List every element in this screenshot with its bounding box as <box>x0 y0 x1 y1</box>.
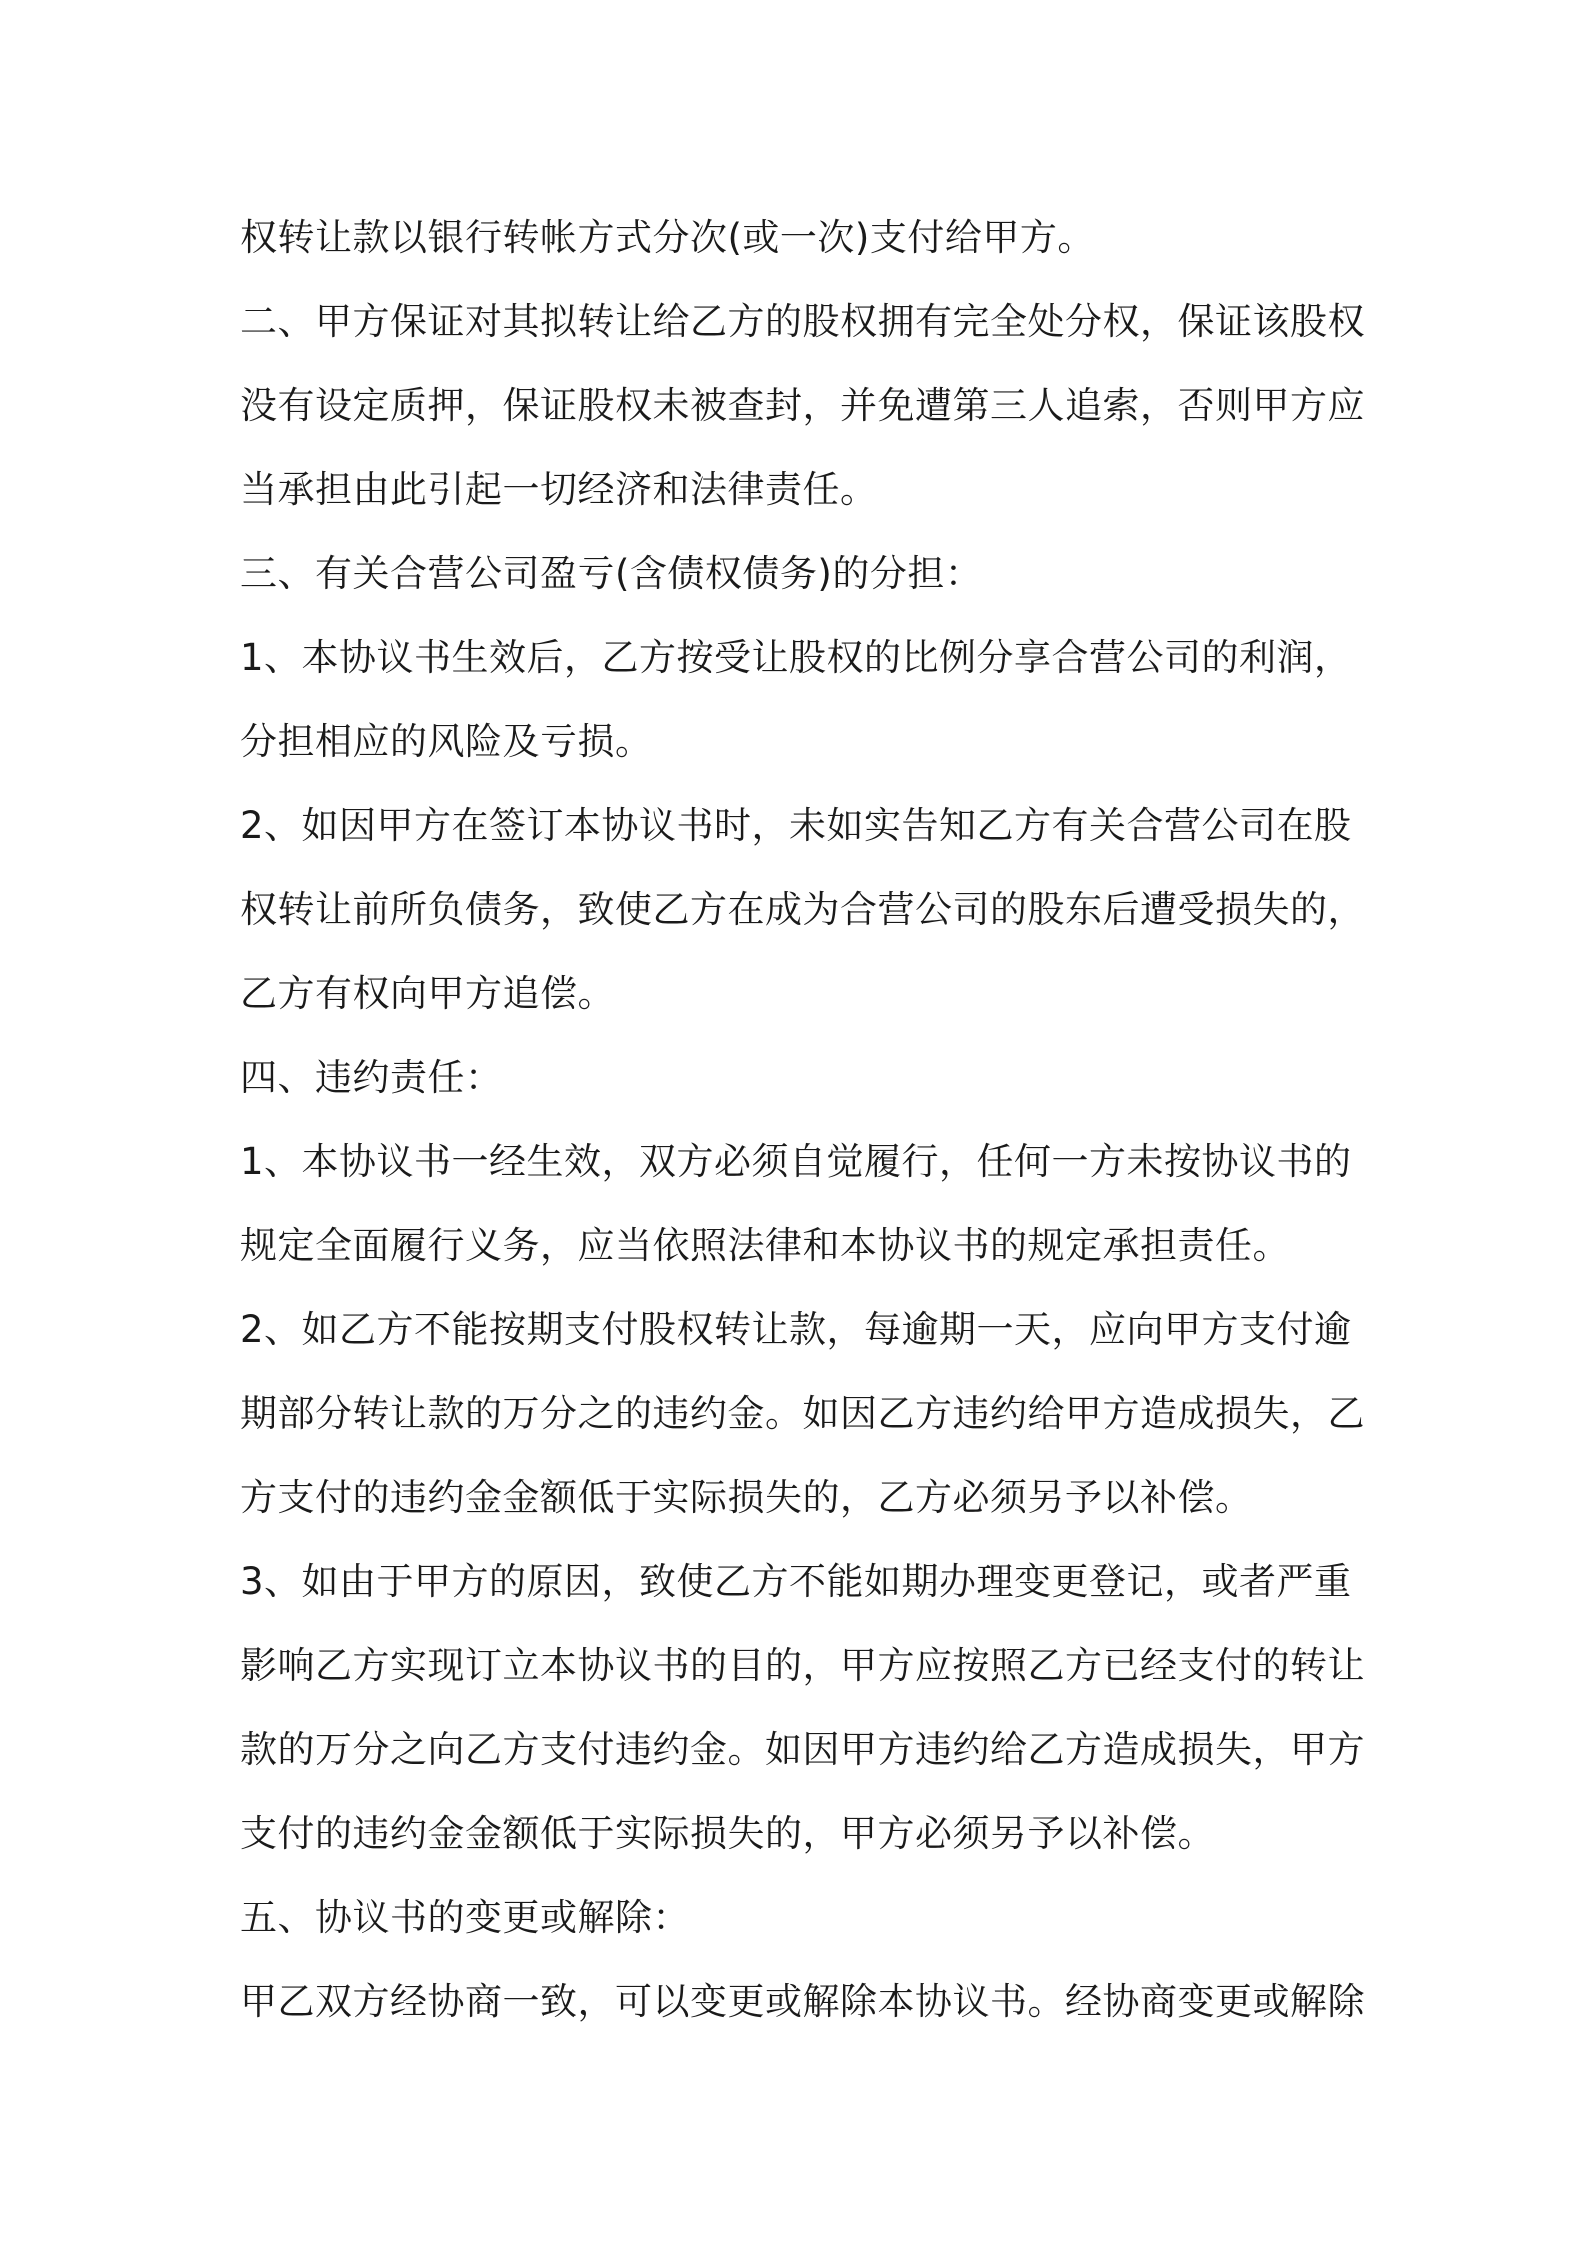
text-line-13: 规定全面履行义务，应当依照法律和本协议书的规定承担责任。 <box>240 1224 1290 1267</box>
text-line-15: 期部分转让款的万分之的违约金。如因乙方违约给甲方造成损失，乙 <box>240 1392 1365 1435</box>
text-line-2: 二、甲方保证对其拟转让给乙方的股权拥有完全处分权，保证该股权 <box>240 300 1365 343</box>
section-heading-3: 三、有关合营公司盈亏(含债权债务)的分担： <box>240 552 983 595</box>
text-line-4: 当承担由此引起一切经济和法律责任。 <box>240 468 878 511</box>
text-line-3: 没有设定质押，保证股权未被查封，并免遭第三人追索，否则甲方应 <box>240 384 1365 427</box>
text-line-16: 方支付的违约金金额低于实际损失的，乙方必须另予以补偿。 <box>240 1476 1253 1519</box>
text-line-7: 分担相应的风险及亏损。 <box>240 720 653 763</box>
text-line-22: 甲乙双方经协商一致，可以变更或解除本协议书。经协商变更或解除 <box>240 1980 1365 2023</box>
text-line-8: 2、如因甲方在签订本协议书时，未如实告知乙方有关合营公司在股 <box>240 804 1352 847</box>
text-line-10: 乙方有权向甲方追偿。 <box>240 972 615 1015</box>
section-heading-5: 五、协议书的变更或解除： <box>240 1896 690 1939</box>
text-line-20: 支付的违约金金额低于实际损失的，甲方必须另予以补偿。 <box>240 1812 1215 1855</box>
text-line-1: 权转让款以银行转帐方式分次(或一次)支付给甲方。 <box>240 216 1095 259</box>
section-heading-4: 四、违约责任： <box>240 1056 503 1099</box>
text-line-14: 2、如乙方不能按期支付股权转让款，每逾期一天，应向甲方支付逾 <box>240 1308 1352 1351</box>
text-line-9: 权转让前所负债务，致使乙方在成为合营公司的股东后遭受损失的， <box>240 888 1365 931</box>
text-line-18: 影响乙方实现订立本协议书的目的，甲方应按照乙方已经支付的转让 <box>240 1644 1365 1687</box>
text-line-6: 1、本协议书生效后，乙方按受让股权的比例分享合营公司的利润， <box>240 636 1352 679</box>
text-line-17: 3、如由于甲方的原因，致使乙方不能如期办理变更登记，或者严重 <box>240 1560 1352 1603</box>
document-body <box>240 196 1380 2044</box>
text-line-19: 款的万分之向乙方支付违约金。如因甲方违约给乙方造成损失，甲方 <box>240 1728 1365 1771</box>
text-line-12: 1、本协议书一经生效，双方必须自觉履行，任何一方未按协议书的 <box>240 1140 1352 1183</box>
